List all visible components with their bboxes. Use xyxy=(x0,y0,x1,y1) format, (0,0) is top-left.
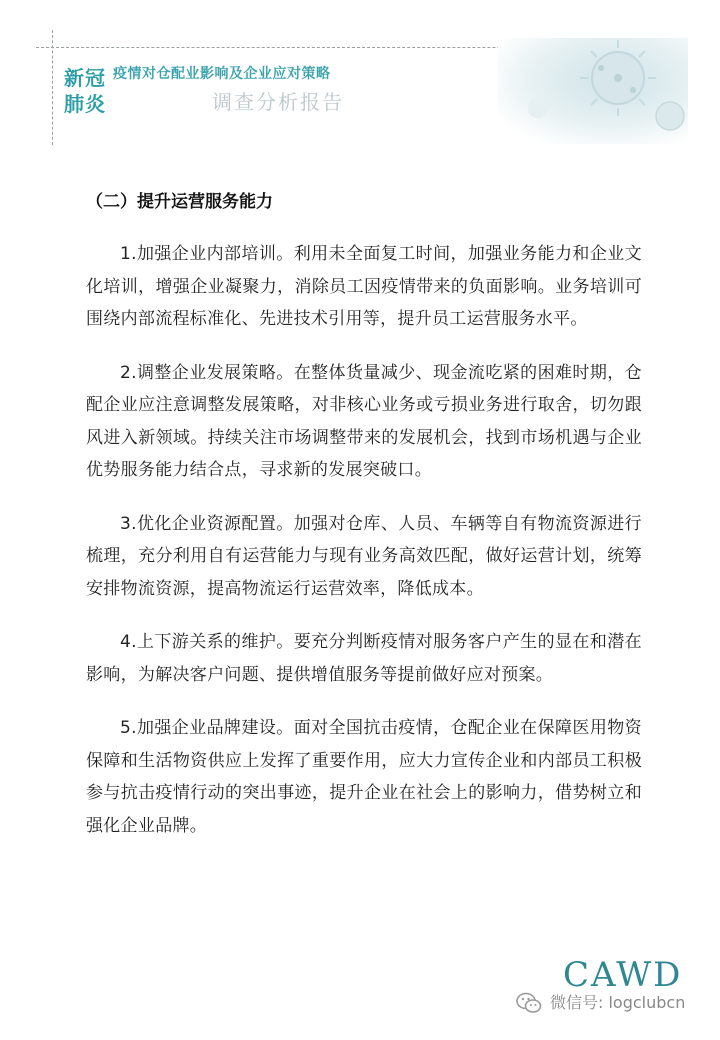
paragraph-4: 4.上下游关系的维护。要充分判断疫情对服务客户产生的显在和潜在影响，为解决客户问题、提供增值服务等提前做好应对预案。 xyxy=(86,632,642,685)
header-subtitle: 疫情对仓配业影响及企业应对策略 xyxy=(113,66,331,82)
paragraph-1: 1.加强企业内部培训。利用未全面复工时间，加强业务能力和企业文化培训，增强企业凝聚力，消除员工因疫情带来的负面影响。业务培训可围绕内部流程标准化、先进技术引用等，提升员工运营服务水平。 xyxy=(86,244,642,329)
paragraph-3: 3.优化企业资源配置。加强对仓库、人员、车辆等自有物流资源进行梳理，充分利用自有运营能力与现有业务高效匹配，做好运营计划，统筹安排物流资源，提高物流运行运营效率，降低成本。 xyxy=(86,513,642,599)
paragraph-2: 2.调整企业发展策略。在整体货量减少、现金流吃紧的困难时期，仓配企业应注意调整发展策略，对非核心业务或亏损业务进行取舍，切勿跟风进入新领域。持续关注市场调整带来的发展机会，找到市场机遇与企业优势服务能力结合点，寻求新的发展突破口。 xyxy=(86,362,642,480)
wechat-icon xyxy=(516,992,542,1014)
header-dashed-divider xyxy=(52,30,53,145)
header-badge-line2: 肺炎 xyxy=(64,92,106,116)
virus-illustration xyxy=(498,38,688,144)
paragraph-5: 5.加强企业品牌建设。面对全国抗击疫情，仓配企业在保障医用物资保障和生活物资供应上发挥了重要作用，应大力宣传企业和内部员工积极参与抗击疫情行动的突出事迹，提升企业在社会上的影响力，借势树立和强化企业品牌。 xyxy=(86,718,642,836)
header-badge-line1: 新冠 xyxy=(64,66,106,90)
wechat-id: 微信号: logclubcn xyxy=(550,993,686,1012)
cawd-logo: CAWD xyxy=(563,955,683,995)
article-body xyxy=(86,184,642,863)
header-title: 调查分析报告 xyxy=(212,90,344,114)
section-title: （二）提升运营服务能力 xyxy=(86,192,273,212)
